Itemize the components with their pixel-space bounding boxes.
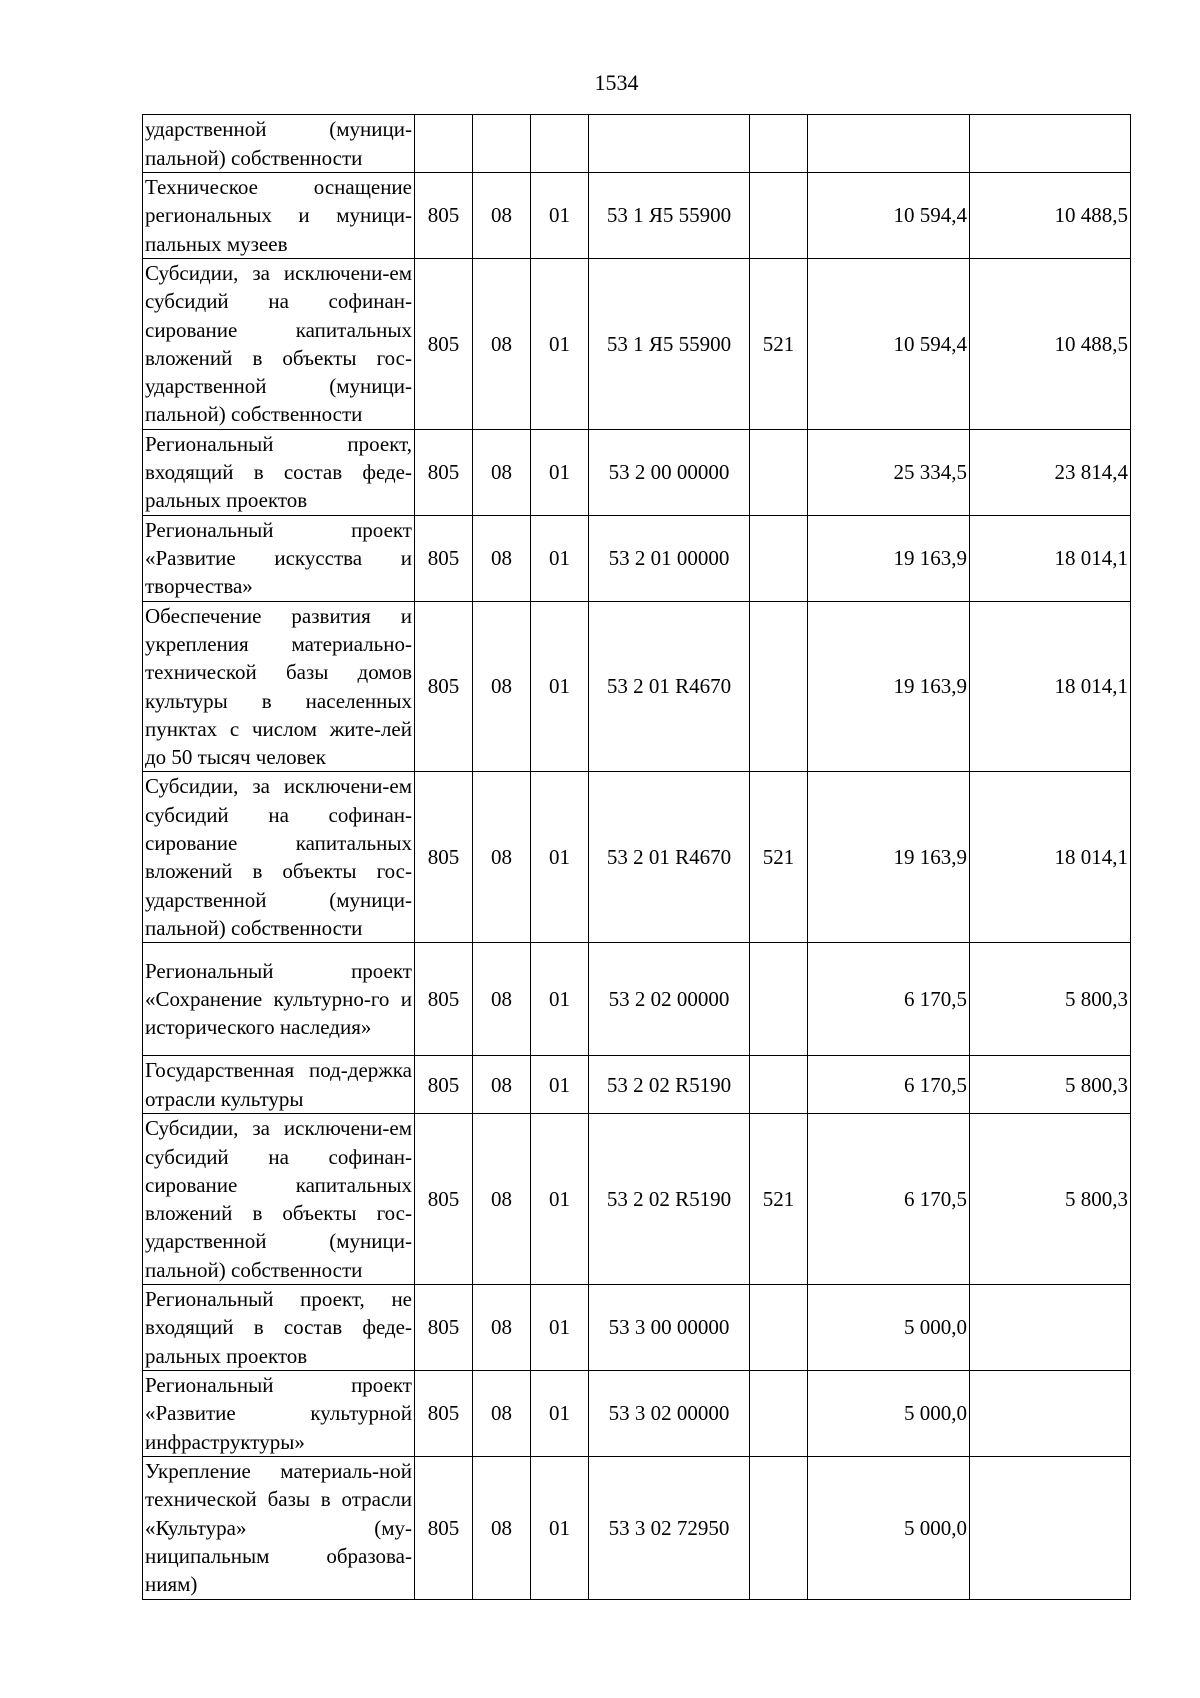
table-row xyxy=(143,515,1131,601)
expense-type-cell: 521 xyxy=(750,1114,808,1285)
row-name: Региональный проект «Развитие культурной инфраструктуры» xyxy=(143,1371,415,1457)
amount-cell-2: 18 014,1 xyxy=(970,601,1131,772)
amount-cell-1: 19 163,9 xyxy=(808,601,970,772)
amount-cell-2 xyxy=(970,115,1131,173)
ved-cell: 805 xyxy=(415,1457,473,1599)
expense-type-cell xyxy=(750,1371,808,1457)
amount-cell-2: 5 800,3 xyxy=(970,1114,1131,1285)
subsection-cell: 01 xyxy=(531,429,589,515)
target-article-cell: 53 3 00 00000 xyxy=(589,1285,750,1371)
amount-cell-1: 19 163,9 xyxy=(808,515,970,601)
row-name: Укрепление материаль-ной технической базы в отрасли «Культура» (му-ниципальным образова-ниям) xyxy=(143,1457,415,1599)
section-cell: 08 xyxy=(473,259,531,430)
row-name: Техническое оснащение региональных и муници-пальных музеев xyxy=(143,173,415,259)
expense-type-cell xyxy=(750,1285,808,1371)
amount-cell-1: 25 334,5 xyxy=(808,429,970,515)
table-row xyxy=(143,173,1131,259)
expense-type-cell xyxy=(750,943,808,1056)
target-article-cell: 53 2 02 R5190 xyxy=(589,1056,750,1114)
row-name: Субсидии, за исключени-ем субсидий на софинан-сирование капитальных вложений в объекты гос-ударственной (муници-пальной) собственности xyxy=(143,1114,415,1285)
ved-cell: 805 xyxy=(415,772,473,943)
table-row xyxy=(143,601,1131,772)
amount-cell-1: 5 000,0 xyxy=(808,1457,970,1599)
subsection-cell: 01 xyxy=(531,943,589,1056)
expense-type-cell: 521 xyxy=(750,772,808,943)
ved-cell xyxy=(415,115,473,173)
amount-cell-2: 10 488,5 xyxy=(970,259,1131,430)
row-name: Региональный проект «Развитие искусства и творчества» xyxy=(143,515,415,601)
subsection-cell: 01 xyxy=(531,1285,589,1371)
target-article-cell: 53 1 Я5 55900 xyxy=(589,259,750,430)
page-number: 1534 xyxy=(594,70,639,95)
section-cell: 08 xyxy=(473,429,531,515)
table-row xyxy=(143,1371,1131,1457)
amount-cell-1: 6 170,5 xyxy=(808,1056,970,1114)
section-cell: 08 xyxy=(473,601,531,772)
table-row xyxy=(143,1056,1131,1114)
amount-cell-1: 5 000,0 xyxy=(808,1371,970,1457)
amount-cell-2: 18 014,1 xyxy=(970,515,1131,601)
subsection-cell: 01 xyxy=(531,1457,589,1599)
subsection-cell: 01 xyxy=(531,515,589,601)
table-row xyxy=(143,1457,1131,1599)
row-name: Государственная под-держка отрасли культуры xyxy=(143,1056,415,1114)
row-name: ударственной (муници-пальной) собственности xyxy=(143,115,415,173)
amount-cell-1 xyxy=(808,115,970,173)
expense-type-cell: 521 xyxy=(750,259,808,430)
subsection-cell: 01 xyxy=(531,1371,589,1457)
row-name: Субсидии, за исключени-ем субсидий на софинан-сирование капитальных вложений в объекты гос-ударственной (муници-пальной) собственности xyxy=(143,259,415,430)
row-name: Субсидии, за исключени-ем субсидий на софинан-сирование капитальных вложений в объекты гос-ударственной (муници-пальной) собственности xyxy=(143,772,415,943)
target-article-cell: 53 1 Я5 55900 xyxy=(589,173,750,259)
subsection-cell: 01 xyxy=(531,601,589,772)
ved-cell: 805 xyxy=(415,259,473,430)
amount-cell-1: 6 170,5 xyxy=(808,943,970,1056)
section-cell: 08 xyxy=(473,943,531,1056)
subsection-cell xyxy=(531,115,589,173)
expense-type-cell xyxy=(750,1056,808,1114)
ved-cell: 805 xyxy=(415,173,473,259)
subsection-cell: 01 xyxy=(531,259,589,430)
target-article-cell: 53 2 00 00000 xyxy=(589,429,750,515)
row-name: Обеспечение развития и укрепления материально-технической базы домов культуры в населенных пунктах с числом жите-лей до 50 тысяч человек xyxy=(143,601,415,772)
budget-table xyxy=(142,114,1131,1600)
amount-cell-2: 18 014,1 xyxy=(970,772,1131,943)
expense-type-cell xyxy=(750,429,808,515)
table-row xyxy=(143,772,1131,943)
amount-cell-2: 10 488,5 xyxy=(970,173,1131,259)
expense-type-cell xyxy=(750,173,808,259)
section-cell: 08 xyxy=(473,1457,531,1599)
amount-cell-1: 10 594,4 xyxy=(808,259,970,430)
amount-cell-1: 6 170,5 xyxy=(808,1114,970,1285)
section-cell: 08 xyxy=(473,1056,531,1114)
expense-type-cell xyxy=(750,601,808,772)
amount-cell-1: 10 594,4 xyxy=(808,173,970,259)
amount-cell-2: 23 814,4 xyxy=(970,429,1131,515)
ved-cell: 805 xyxy=(415,1285,473,1371)
section-cell: 08 xyxy=(473,515,531,601)
amount-cell-2 xyxy=(970,1285,1131,1371)
row-name: Региональный проект, входящий в состав феде-ральных проектов xyxy=(143,429,415,515)
section-cell: 08 xyxy=(473,772,531,943)
section-cell: 08 xyxy=(473,1285,531,1371)
section-cell: 08 xyxy=(473,173,531,259)
table-row xyxy=(143,115,1131,173)
amount-cell-2 xyxy=(970,1371,1131,1457)
table-row xyxy=(143,1285,1131,1371)
ved-cell: 805 xyxy=(415,515,473,601)
ved-cell: 805 xyxy=(415,1056,473,1114)
target-article-cell: 53 2 02 R5190 xyxy=(589,1114,750,1285)
section-cell: 08 xyxy=(473,1371,531,1457)
expense-type-cell xyxy=(750,515,808,601)
amount-cell-1: 19 163,9 xyxy=(808,772,970,943)
subsection-cell: 01 xyxy=(531,772,589,943)
subsection-cell: 01 xyxy=(531,173,589,259)
ved-cell: 805 xyxy=(415,1371,473,1457)
table-row xyxy=(143,429,1131,515)
target-article-cell: 53 3 02 00000 xyxy=(589,1371,750,1457)
table-row xyxy=(143,259,1131,430)
target-article-cell: 53 3 02 72950 xyxy=(589,1457,750,1599)
ved-cell: 805 xyxy=(415,1114,473,1285)
expense-type-cell xyxy=(750,115,808,173)
subsection-cell: 01 xyxy=(531,1056,589,1114)
amount-cell-2: 5 800,3 xyxy=(970,943,1131,1056)
table-row xyxy=(143,1114,1131,1285)
amount-cell-2: 5 800,3 xyxy=(970,1056,1131,1114)
row-name: Региональный проект, не входящий в состав феде-ральных проектов xyxy=(143,1285,415,1371)
section-cell: 08 xyxy=(473,1114,531,1285)
amount-cell-2 xyxy=(970,1457,1131,1599)
table-row xyxy=(143,943,1131,1056)
ved-cell: 805 xyxy=(415,943,473,1056)
ved-cell: 805 xyxy=(415,601,473,772)
target-article-cell: 53 2 01 R4670 xyxy=(589,772,750,943)
expense-type-cell xyxy=(750,1457,808,1599)
target-article-cell: 53 2 01 00000 xyxy=(589,515,750,601)
ved-cell: 805 xyxy=(415,429,473,515)
subsection-cell: 01 xyxy=(531,1114,589,1285)
target-article-cell: 53 2 01 R4670 xyxy=(589,601,750,772)
row-name: Региональный проект «Сохранение культурно-го и исторического наследия» xyxy=(143,943,415,1056)
section-cell xyxy=(473,115,531,173)
target-article-cell xyxy=(589,115,750,173)
amount-cell-1: 5 000,0 xyxy=(808,1285,970,1371)
target-article-cell: 53 2 02 00000 xyxy=(589,943,750,1056)
